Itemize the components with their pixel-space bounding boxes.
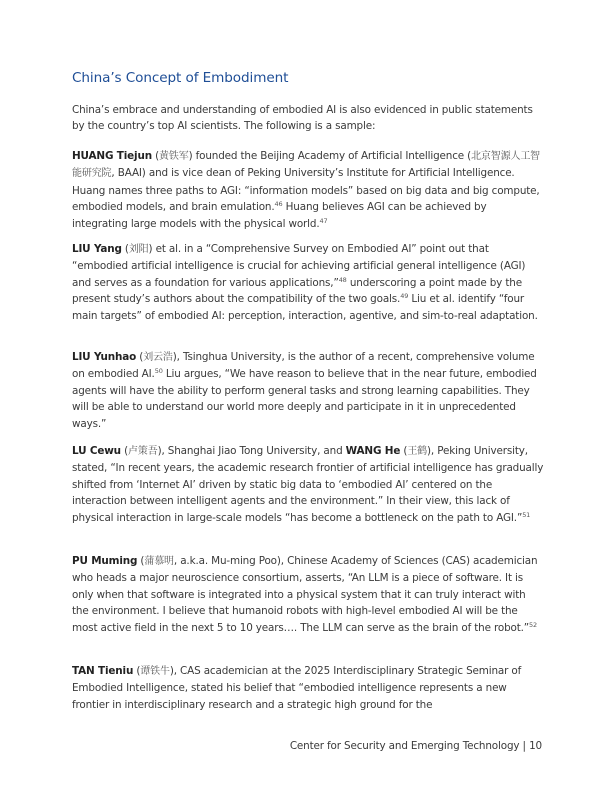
person-name: TAN Tieniu [72, 665, 134, 677]
person-name: HUANG Tiejun [72, 150, 152, 162]
footer-separator: | [519, 740, 530, 752]
page-footer [290, 740, 542, 752]
entry-pu-muming: PU Muming (蒲慕明, a.k.a. Mu-ming Poo), Chinese Academy of Sciences (CAS) academician who heads a major neuroscience consortium, asserts, “An LLM is a piece of software. It is only when that software is integrated into a physical system that it can truly interact with the environment. I believe that humanoid robots with high-level embodied AI will be the most active field in the next 5 to 10 years…. The LLM can serve as the brain of the robot.”$^{52}$ [72, 555, 538, 634]
footnote-ref[interactable]: 46 [274, 200, 283, 209]
footer-org: Center for Security and Emerging Technology [289, 740, 520, 752]
chinese-name: 卢策吾 [128, 446, 158, 457]
person-name: LIU Yang [72, 243, 122, 255]
entry-liu-yang: LIU Yang (刘阳) et al. in a “Comprehensive Survey on Embodied AI” point out that “embodied artificial intelligence is crucial for achieving artificial general intelligence (AGI) and serves as a foundation for various applications,”$^{48}$ underscoring a point made by the present study’s authors about the compatibility of the two goals.$^{49}$ Liu et al. identify “four main targets” of embodied AI: perception, interaction, agentive, and sim-to-real adaptation. [72, 243, 538, 322]
chinese-name: 刘阳 [128, 244, 149, 255]
chinese-name: 蒲慕明 [144, 556, 174, 567]
page-number: 10 [529, 740, 542, 752]
person-name: WANG He [345, 445, 401, 457]
footnote-ref[interactable]: 48 [338, 275, 347, 284]
footnote-ref[interactable]: 49 [400, 292, 409, 301]
person-name: PU Muming [72, 555, 138, 567]
entry-lu-cewu-wang-he: LU Cewu (卢策吾), Shanghai Jiao Tong University, and WANG He (王鹤), Peking University, stated, “In recent years, the academic research frontier of artificial intelligence has gradually shifted from ‘Internet AI’ driven by static big data to ‘embodied AI’ centered on the interaction between intelligent agents and the environment.” In their view, this lack of physical interaction in large-scale models “has become a bottleneck on the path to AGI.”$^{51}$ [72, 445, 544, 524]
entry-liu-yunhao: LIU Yunhao (刘云浩), Tsinghua University, is the author of a recent, comprehensive volume on embodied AI.$^{50}$ Liu argues, “We have reason to believe that in the near future, embodied agents will have the ability to perform general tasks and strong learning capabilities. They will be able to understand our world more deeply and participate in it in unprecedented ways.” [72, 351, 537, 430]
chinese-name: 刘云浩 [143, 352, 173, 363]
entry-huang-tiejun: HUANG Tiejun (黄铁军) founded the Beijing Academy of Artificial Intelligence (北京智源人工智能研究院, BAAI) and is vice dean of Peking University’s Institute for Artificial Intelligence. Huang names three paths to AGI: “information models” based on big data and big compute, embodied models, and brain emulation.$^{46}$ Huang believes AGI can be achieved by integrating large models with the physical world.$^{47}$ [72, 150, 541, 230]
chinese-name: 黄铁军 [159, 151, 189, 162]
intro-paragraph: China’s embrace and understanding of embodied AI is also evidenced in public statements by the country’s top AI scientists. The following is a sample: [72, 104, 533, 133]
footnote-ref[interactable]: 51 [522, 510, 531, 519]
chinese-name: 谭铁牛 [140, 666, 170, 677]
chinese-org-name: 北京智源人工智能研究院 [72, 151, 541, 180]
footnote-ref[interactable]: 47 [319, 216, 328, 225]
section-heading: China’s Concept of Embodiment [72, 70, 289, 86]
person-name: LU Cewu [72, 445, 121, 457]
footnote-ref[interactable]: 50 [154, 367, 163, 376]
entry-tan-tieniu: TAN Tieniu (谭铁牛), CAS academician at the 2025 Interdisciplinary Strategic Seminar of Embodied Intelligence, stated his belief that “embodied intelligence represents a new frontier in interdisciplinary research and a strategic high ground for the [72, 665, 522, 711]
footnote-ref[interactable]: 52 [529, 620, 538, 629]
chinese-name: 王鹤 [407, 446, 428, 457]
person-name: LIU Yunhao [72, 351, 137, 363]
